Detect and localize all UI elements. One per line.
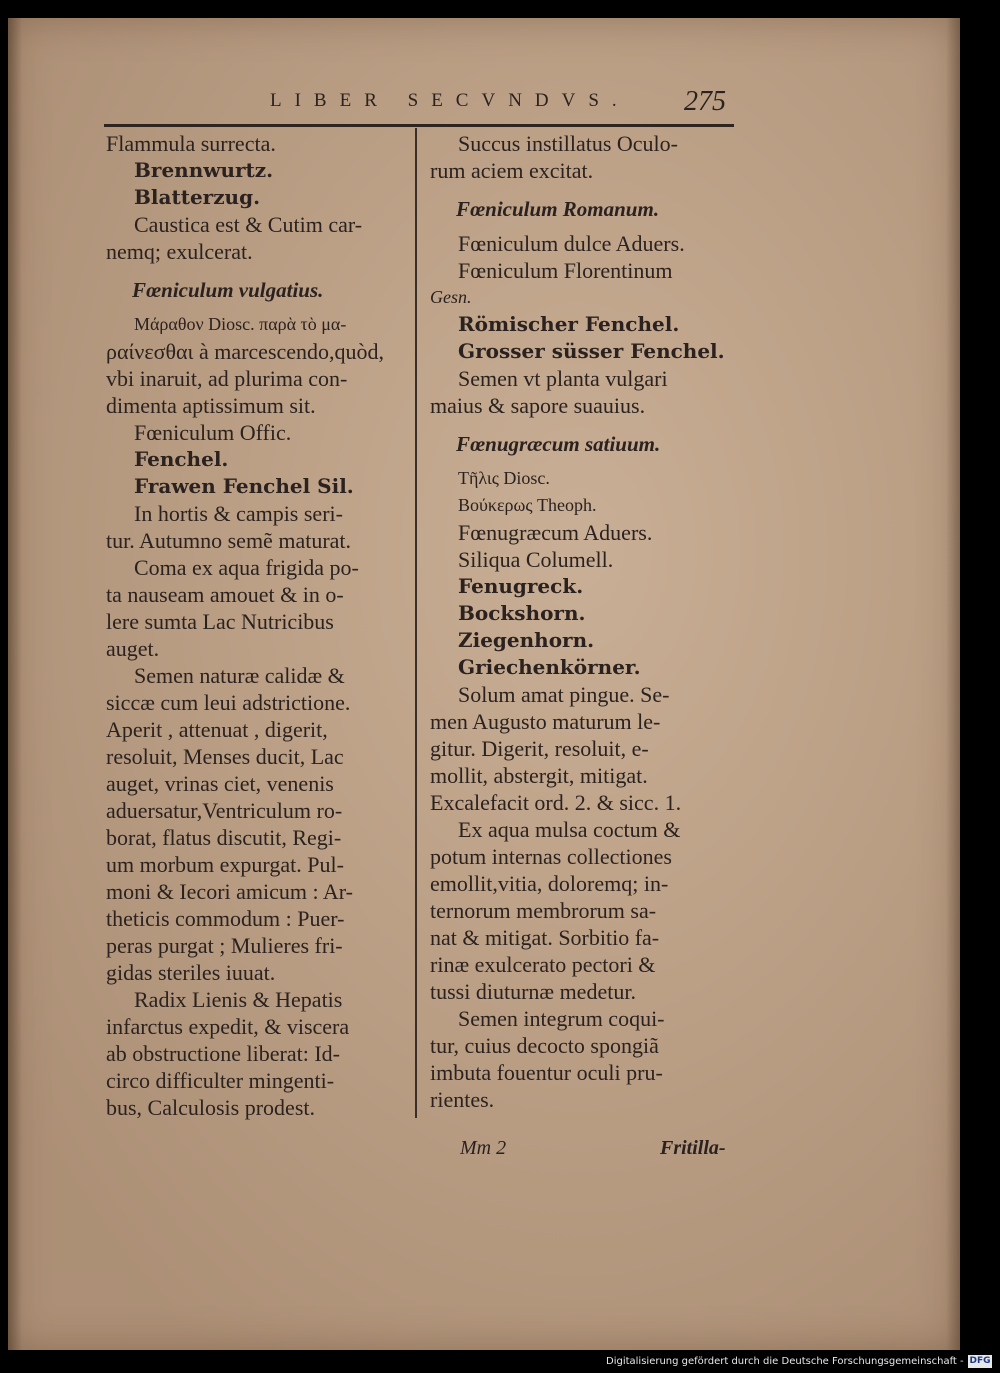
text-line: Flammula surrecta. [106, 131, 276, 156]
text-line: Fœniculum Offic. [134, 420, 292, 445]
text-line: gitur. Digerit, resoluit, e- [430, 736, 649, 761]
right-column [430, 130, 730, 1113]
text-line: Solum amat pingue. Se- [458, 682, 670, 707]
text-line-blackletter: Frawen Fenchel Sil. [134, 474, 354, 498]
text-line: Gesn. [430, 287, 472, 307]
digitization-credit: Digitalisierung gefördert durch die Deutsche Forschungsgemeinschaft - [606, 1356, 964, 1367]
text-line: moni & Iecori amicum : Ar- [106, 879, 353, 904]
text-line: lere sumta Lac Nutricibus [106, 609, 334, 634]
text-line: ternorum membrorum sa- [430, 898, 657, 923]
text-line: Coma ex aqua frigida po- [134, 555, 359, 580]
text-line: emollit,vitia, doloremq; in- [430, 871, 669, 896]
text-line: rientes. [430, 1087, 495, 1112]
text-line: Aperit , attenuat , digerit, [106, 717, 328, 742]
text-line-blackletter: Römischer Fenchel. [458, 312, 680, 336]
catchword: Fritilla- [660, 1137, 726, 1159]
text-line: siccæ cum leui adstrictione. [106, 690, 351, 715]
left-column [106, 130, 412, 1121]
text-line: auget, vrinas ciet, venenis [106, 771, 334, 796]
text-line: ραίνεσθαι à marcescendo,quòd, [106, 339, 385, 364]
text-line-blackletter: Grosser süsser Fenchel. [458, 339, 725, 363]
text-line: tur. Autumno semẽ maturat. [106, 528, 352, 553]
text-line: peras purgat ; Mulieres fri- [106, 933, 343, 958]
text-line-blackletter: Ziegenhorn. [458, 628, 595, 652]
text-line: dimenta aptissimum sit. [106, 393, 316, 418]
text-line: borat, flatus discutit, Regi- [106, 825, 342, 850]
text-line: Siliqua Columell. [458, 547, 614, 572]
text-line: rum aciem excitat. [430, 158, 594, 183]
text-line: imbuta fouentur oculi pru- [430, 1060, 663, 1085]
text-line: Radix Lienis & Hepatis [134, 987, 343, 1012]
text-line: resoluit, Menses ducit, Lac [106, 744, 344, 769]
text-line: Τῆλις Diosc. [458, 468, 550, 488]
text-line: Fœnugræcum Aduers. [458, 520, 653, 545]
text-line: rinæ exulcerato pectori & [430, 952, 656, 977]
text-line: ab obstructione liberat: Id- [106, 1041, 340, 1066]
text-line-blackletter: Bockshorn. [458, 601, 586, 625]
text-line: Fœniculum Florentinum [458, 258, 673, 283]
text-line-blackletter: Fenchel. [134, 447, 229, 471]
text-line: auget. [106, 636, 160, 661]
text-line: bus, Calculosis prodest. [106, 1095, 315, 1120]
section-heading: Fœnugræcum satiuum. [456, 432, 661, 456]
text-line: Semen integrum coqui- [458, 1006, 665, 1031]
section-heading: Fœniculum vulgatius. [132, 278, 324, 302]
text-line: Semen vt planta vulgari [458, 366, 668, 391]
text-line: nemq; exulcerat. [106, 239, 253, 264]
text-line: theticis commodum : Puer- [106, 906, 345, 931]
text-line: um morbum expurgat. Pul- [106, 852, 344, 877]
page-edge [946, 18, 960, 1350]
header-rule [104, 124, 734, 127]
column-divider [415, 128, 417, 1118]
page-gutter [8, 18, 22, 1350]
text-line: nat & mitigat. Sorbitio fa- [430, 925, 660, 950]
running-title: LIBER SECVNDVS. [270, 90, 630, 111]
text-line: circo difficulter mingenti- [106, 1068, 335, 1093]
text-line: Succus instillatus Oculo- [458, 131, 678, 156]
text-line: aduersatur,Ventriculum ro- [106, 798, 343, 823]
text-line-blackletter: Brennwurtz. [134, 158, 274, 182]
text-line: maius & sapore suauius. [430, 393, 646, 418]
text-line: Caustica est & Cutim car- [134, 212, 363, 237]
text-line: In hortis & campis seri- [134, 501, 343, 526]
dfg-logo: DFG [969, 1356, 991, 1366]
page-number: 275 [684, 86, 726, 117]
text-line: vbi inaruit, ad plurima con- [106, 366, 348, 391]
text-line: Excalefacit ord. 2. & sicc. 1. [430, 790, 682, 815]
text-line-blackletter: Fenugreck. [458, 574, 584, 598]
text-line: Βούκερως Theoph. [458, 495, 597, 515]
text-line: mollit, abstergit, mitigat. [430, 763, 648, 788]
text-line: ta nauseam amouet & in o- [106, 582, 344, 607]
text-line: Ex aqua mulsa coctum & [458, 817, 681, 842]
text-line: tussi diuturnæ medetur. [430, 979, 636, 1004]
text-line: infarctus expedit, & viscera [106, 1014, 350, 1039]
text-line: tur, cuius decocto spongiã [430, 1033, 659, 1058]
text-line: potum internas collectiones [430, 844, 672, 869]
text-line: Μάραθον Diosc. παρὰ τὸ μα- [134, 314, 347, 334]
text-line: Fœniculum dulce Aduers. [458, 231, 685, 256]
text-line-blackletter: Griechenkörner. [458, 655, 641, 679]
text-line: Semen naturæ calidæ & [134, 663, 345, 688]
text-line: gidas steriles iuuat. [106, 960, 276, 985]
signature-mark: Mm 2 [460, 1137, 507, 1159]
section-heading: Fœniculum Romanum. [456, 197, 660, 221]
text-line: men Augusto maturum le- [430, 709, 661, 734]
text-line-blackletter: Blatterzug. [134, 185, 261, 209]
